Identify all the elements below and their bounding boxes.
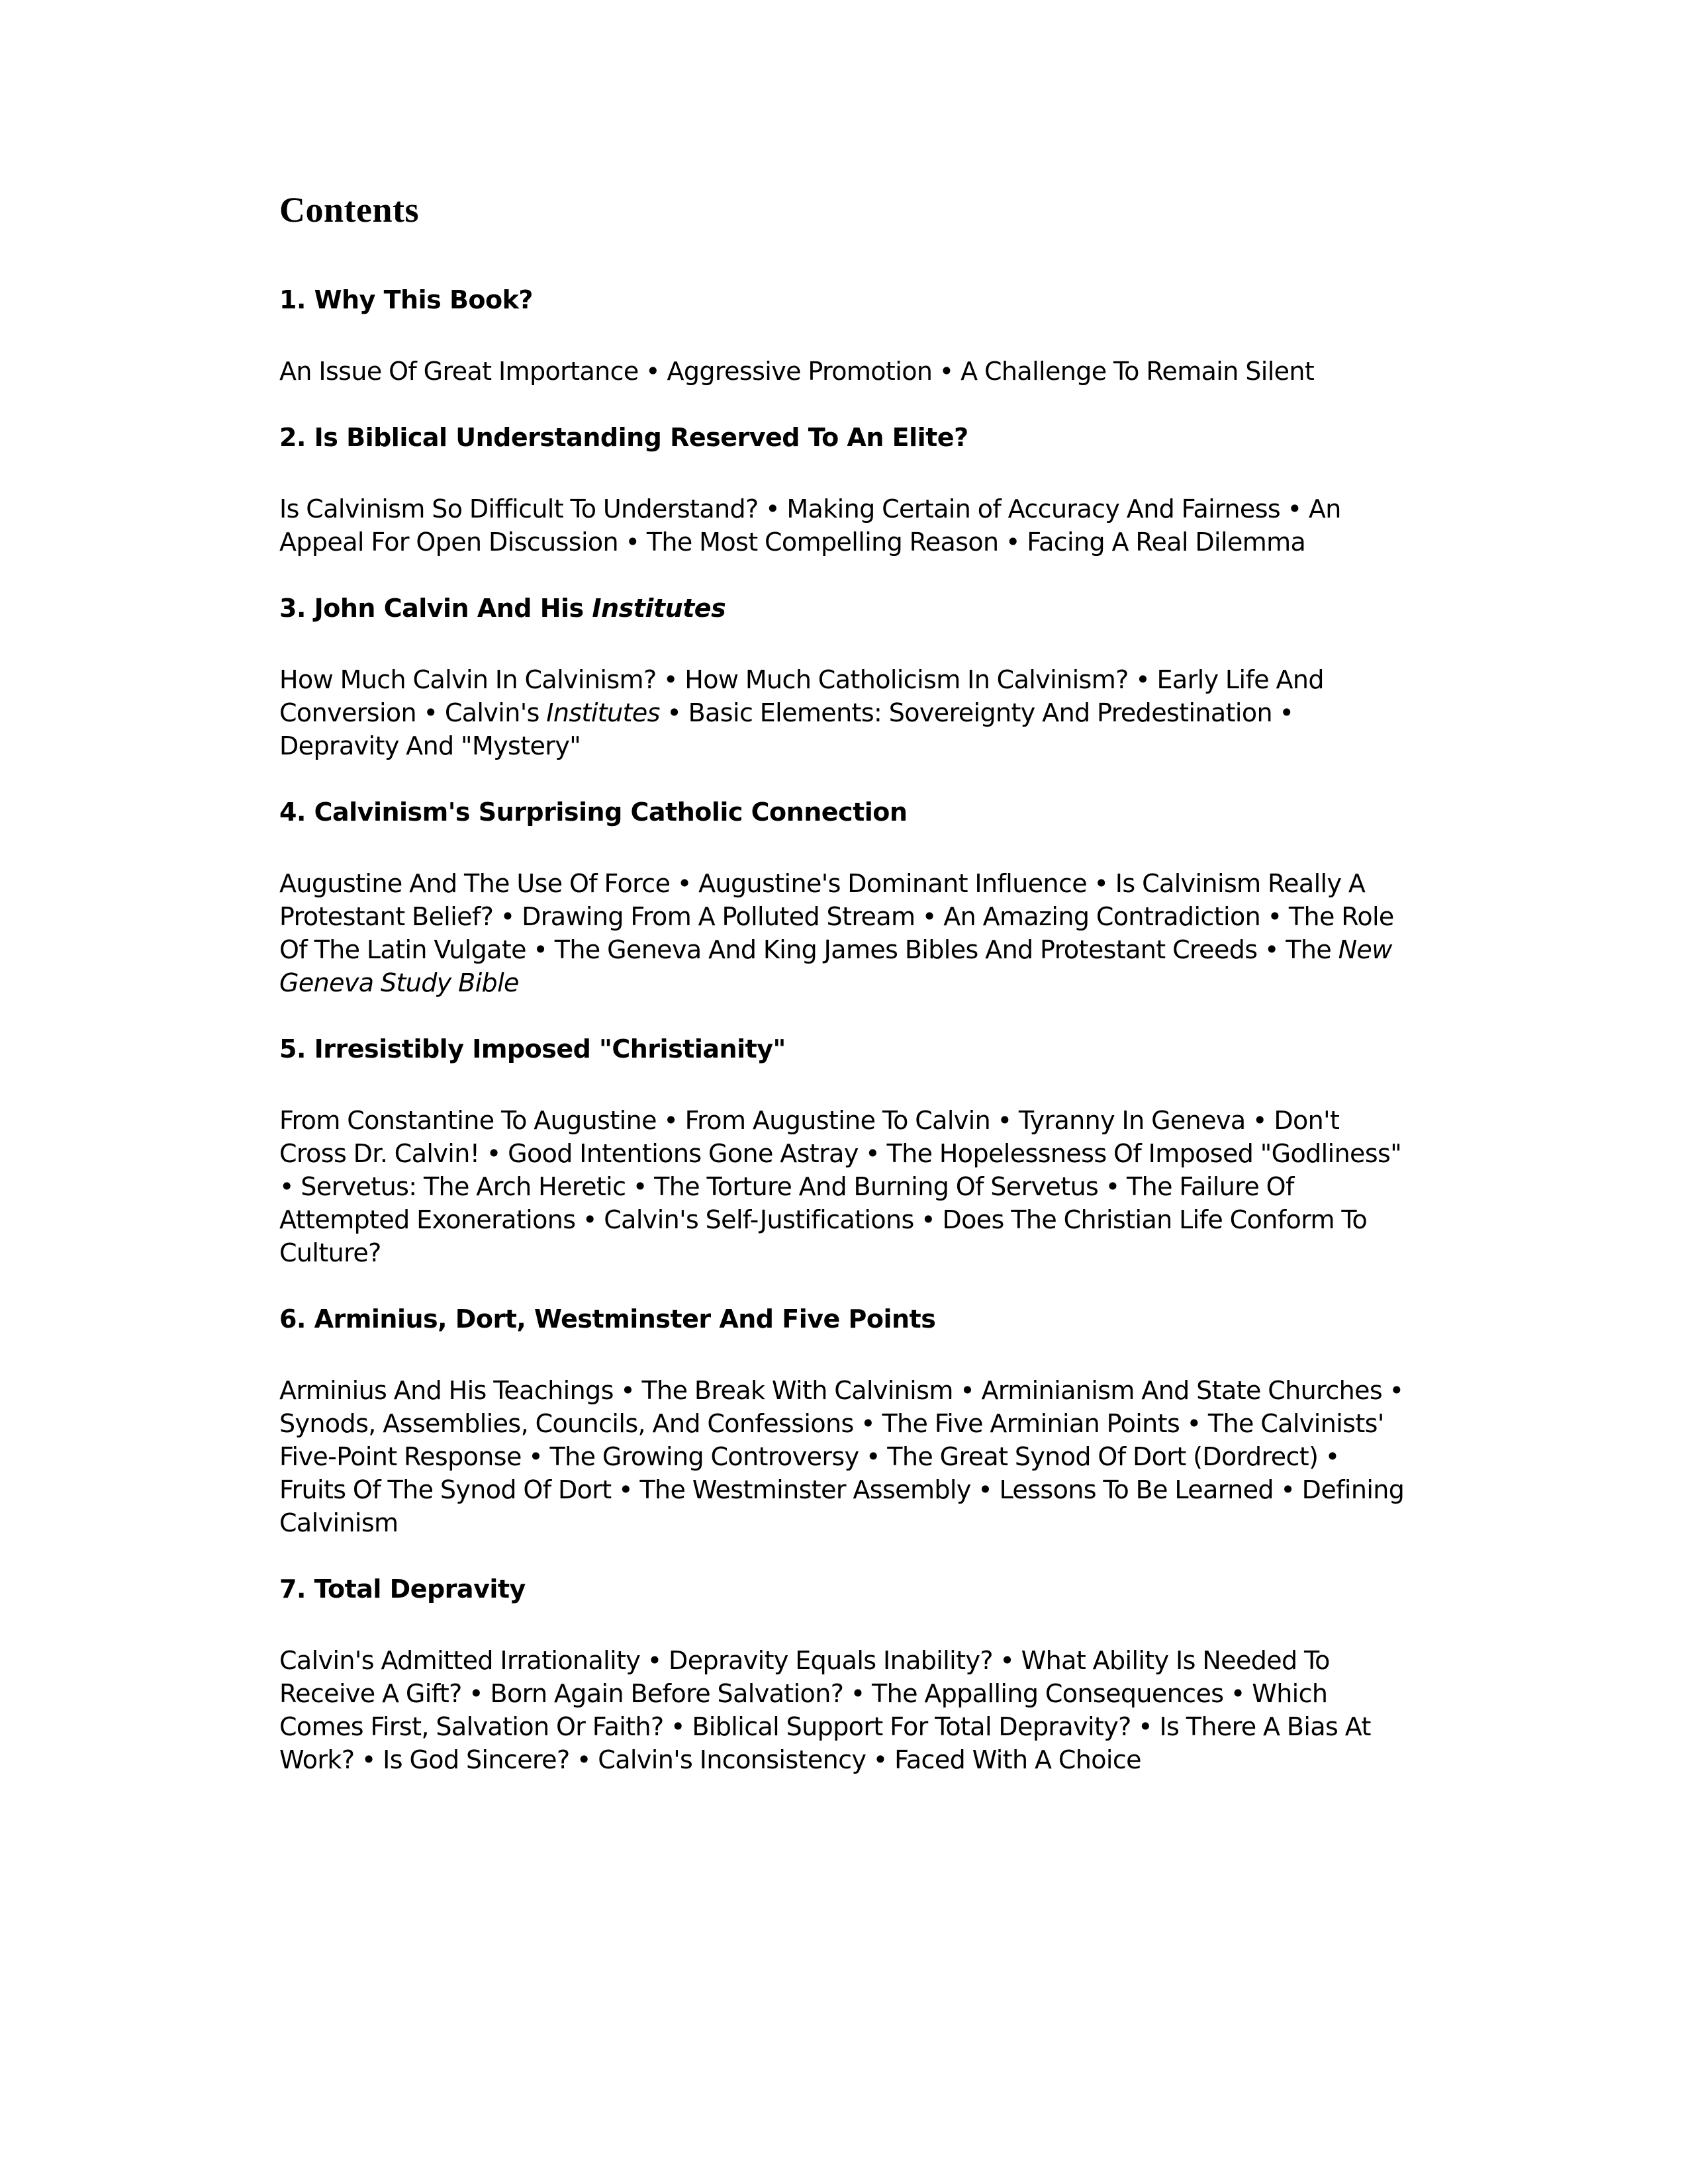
chapter-topics (279, 867, 1405, 999)
chapter-title: Why This Book? (314, 285, 533, 314)
chapter-topics: Calvin's Admitted Irrationality • Depravity Equals Inability? • What Ability Is Needed To Receive A Gift? • Born Again Before Salvation? • The Appalling Consequences • Which Comes First, Salvation Or Faith? • Biblical Support For Total Depravity? • Is There A Bias At Work? • Is God Sincere? • Calvin's Inconsistency • Faced With A Choice (279, 1646, 1371, 1774)
chapter-entry (279, 592, 1405, 762)
chapter-entry (279, 1032, 1405, 1269)
chapter-heading (279, 1032, 1405, 1066)
chapter-topics-italic: New Geneva Study Bible (279, 935, 1392, 997)
chapter-number: 4. (279, 797, 306, 827)
page-title: Contents (279, 190, 420, 230)
chapter-entry (279, 796, 1405, 999)
chapter-topics: From Constantine To Augustine • From Augustine To Calvin • Tyranny In Geneva • Don't Cross Dr. Calvin! • Good Intentions Gone Astray • The Hopelessness Of Imposed "Godliness" • Servetus: The Arch Heretic • The Torture And Burning Of Servetus • The Failure Of Attempted Exonerations • Calvin's Self-Justifications • Does The Christian Life Conform To Culture? (279, 1106, 1402, 1267)
chapter-number: 5. (279, 1034, 306, 1064)
chapter-heading (279, 283, 1405, 316)
chapter-number: 1. (279, 285, 306, 314)
contents-page (279, 192, 1405, 1809)
chapter-topics-italic: Institutes (546, 698, 660, 727)
chapter-topics: Is Calvinism So Difficult To Understand? • Making Certain of Accuracy And Fairness • An Appeal For Open Discussion • The Most Compelling Reason • Facing A Real Dilemma (279, 494, 1341, 557)
chapter-title: Irresistibly Imposed "Christianity" (314, 1034, 786, 1064)
chapter-entry (279, 421, 1405, 559)
chapter-heading (279, 421, 1405, 454)
chapter-title: Total Depravity (314, 1574, 526, 1604)
chapter-topics: An Issue Of Great Importance • Aggressive Promotion • A Challenge To Remain Silent (279, 357, 1315, 386)
chapter-title-italic: Institutes (592, 594, 726, 623)
chapter-heading (279, 1302, 1405, 1336)
chapter-title: John Calvin And His (314, 594, 584, 623)
chapter-topics: Arminius And His Teachings • The Break With Calvinism • Arminianism And State Churches • Synods, Assemblies, Councils, And Confessions • The Five Arminian Points • The Calvinists' Five-Point Response • The Growing Controversy • The Great Synod Of Dort (Dordrect) • Fruits Of The Synod Of Dort • The Westminster Assembly • Lessons To Be Learned • Defining Calvinism (279, 1376, 1405, 1537)
chapter-number: 2. (279, 423, 306, 452)
chapter-topics-part: • Basic Elements: Sovereignty And Predestination • Depravity And "Mystery" (279, 698, 1294, 760)
chapter-number: 3. (279, 594, 306, 623)
chapter-entry (279, 1302, 1405, 1539)
chapter-heading (279, 796, 1405, 829)
chapter-number: 6. (279, 1304, 306, 1334)
chapter-title: Arminius, Dort, Westminster And Five Points (314, 1304, 936, 1334)
chapter-heading (279, 1572, 1405, 1606)
chapter-heading (279, 592, 1405, 625)
chapter-topics-part: How Much Calvin In Calvinism? • How Much Catholicism In Calvinism? • Early Life And Conversion • Calvin's (279, 665, 1324, 727)
chapter-entry (279, 1572, 1405, 1776)
chapter-entry (279, 283, 1405, 388)
chapter-topics-part: Augustine And The Use Of Force • Augustine's Dominant Influence • Is Calvinism Really A Protestant Belief? • Drawing From A Polluted Stream • An Amazing Contradiction • The Role Of The Latin Vulgate • The Geneva And King James Bibles And Protestant Creeds • The (279, 869, 1394, 964)
chapter-title: Is Biblical Understanding Reserved To An Elite? (314, 423, 968, 452)
chapter-number: 7. (279, 1574, 306, 1604)
chapter-topics (279, 663, 1405, 762)
chapter-title: Calvinism's Surprising Catholic Connection (314, 797, 908, 827)
